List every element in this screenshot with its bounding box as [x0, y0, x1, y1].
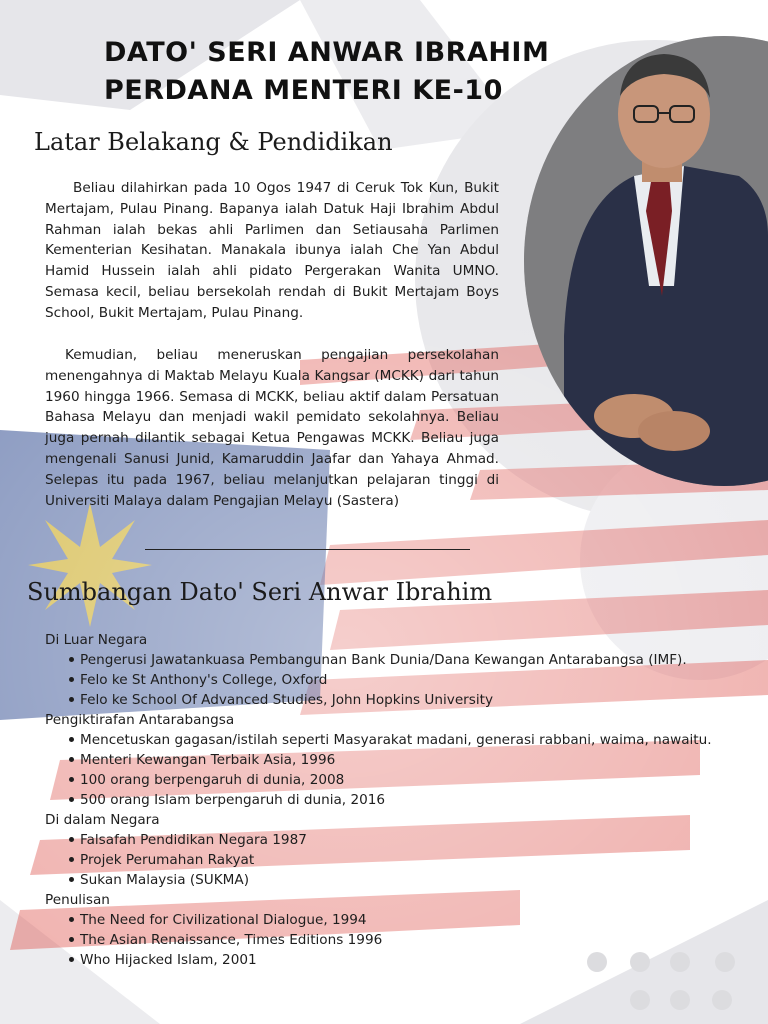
category-items — [45, 650, 745, 710]
bullet-icon — [69, 957, 74, 962]
title-line-2: PERDANA MENTERI KE-10 — [104, 75, 503, 106]
background-paragraph-2: Kemudian, beliau meneruskan pengajian persekolahan menengahnya di Maktab Melayu Kuala Kangsar (MCKK) dari tahun 1960 hingga 1966. Semasa di MCKK, beliau aktif dalam Persatuan Bahasa Melayu dan menjadi wakil pemidato sekolahnya. Beliau juga pernah dilantik sebagai Ketua Pengawas MCKK. Beliau juga mengenali Sanusi Junid, Kamaruddin Jaafar dan Yahaya Ahmad. Selepas itu pada 1967, beliau melanjutkan pelajaran tinggi di Universiti Malaya dalam Pengajian Melayu (Sastera) — [45, 347, 499, 509]
list-item — [69, 650, 745, 670]
category-label: Pengiktirafan Antarabangsa — [45, 712, 235, 728]
list-item — [69, 870, 745, 890]
list-item — [69, 930, 745, 950]
bullet-icon — [69, 677, 74, 682]
bullet-icon — [69, 857, 74, 862]
contributions-list — [45, 630, 745, 970]
list-item-text: Who Hijacked Islam, 2001 — [80, 952, 257, 968]
title-line-1: DATO' SERI ANWAR IBRAHIM — [104, 37, 550, 68]
bullet-icon — [69, 937, 74, 942]
portrait-photo — [524, 36, 768, 486]
category-items — [45, 730, 745, 810]
bullet-icon — [69, 837, 74, 842]
list-item-text: Falsafah Pendidikan Negara 1987 — [80, 832, 307, 848]
category-label: Penulisan — [45, 892, 110, 908]
list-item-text: The Asian Renaissance, Times Editions 1996 — [80, 932, 383, 948]
list-item-text: Mencetuskan gagasan/istilah seperti Masyarakat madani, generasi rabbani, waima, nawaitu. — [80, 732, 712, 748]
bullet-icon — [69, 797, 74, 802]
list-item-text: Pengerusi Jawatankuasa Pembangunan Bank Dunia/Dana Kewangan Antarabangsa (IMF). — [80, 652, 687, 668]
bullet-icon — [69, 737, 74, 742]
list-item — [69, 910, 745, 930]
list-item-text: Felo ke School Of Advanced Studies, John Hopkins University — [80, 692, 494, 708]
background-heading: Latar Belakang & Pendidikan — [34, 128, 393, 156]
background-paragraph-1: Beliau dilahirkan pada 10 Ogos 1947 di Ceruk Tok Kun, Bukit Mertajam, Pulau Pinang. Bapanya ialah Datuk Haji Ibrahim Abdul Rahman ialah bekas ahli Parlimen dan Setiausaha Parlimen Kementerian Kesihatan. Manakala ibunya ialah Che Yan Abdul Hamid Hussein ialah ahli pidato Pergerakan Wanita UMNO. Semasa kecil, beliau bersekolah rendah di Bukit Mertajam Boys School, Bukit Mertajam, Pulau Pinang. — [45, 180, 499, 321]
list-item-text: 100 orang berpengaruh di dunia, 2008 — [80, 772, 345, 788]
category-items — [45, 910, 745, 970]
list-item — [69, 670, 745, 690]
list-item-text: The Need for Civilizational Dialogue, 1994 — [80, 912, 367, 928]
contributions-heading: Sumbangan Dato' Seri Anwar Ibrahim — [27, 578, 493, 606]
page-title — [104, 34, 549, 110]
list-item — [69, 950, 745, 970]
list-item-text: Menteri Kewangan Terbaik Asia, 1996 — [80, 752, 336, 768]
bullet-icon — [69, 657, 74, 662]
list-item — [69, 770, 745, 790]
bullet-icon — [69, 777, 74, 782]
list-item — [69, 750, 745, 770]
bullet-icon — [69, 757, 74, 762]
bullet-icon — [69, 917, 74, 922]
list-item — [69, 830, 745, 850]
bullet-icon — [69, 877, 74, 882]
category-label: Di dalam Negara — [45, 812, 160, 828]
list-item-text: Sukan Malaysia (SUKMA) — [80, 872, 249, 888]
list-item-text: Felo ke St Anthony's College, Oxford — [80, 672, 328, 688]
bullet-icon — [69, 697, 74, 702]
list-item-text: Projek Perumahan Rakyat — [80, 852, 255, 868]
category-items — [45, 830, 745, 890]
category-label: Di Luar Negara — [45, 632, 148, 648]
list-item-text: 500 orang Islam berpengaruh di dunia, 2016 — [80, 792, 386, 808]
list-item — [69, 850, 745, 870]
list-item — [69, 690, 745, 710]
section-divider — [145, 549, 470, 550]
list-item — [69, 790, 745, 810]
list-item — [69, 730, 745, 750]
